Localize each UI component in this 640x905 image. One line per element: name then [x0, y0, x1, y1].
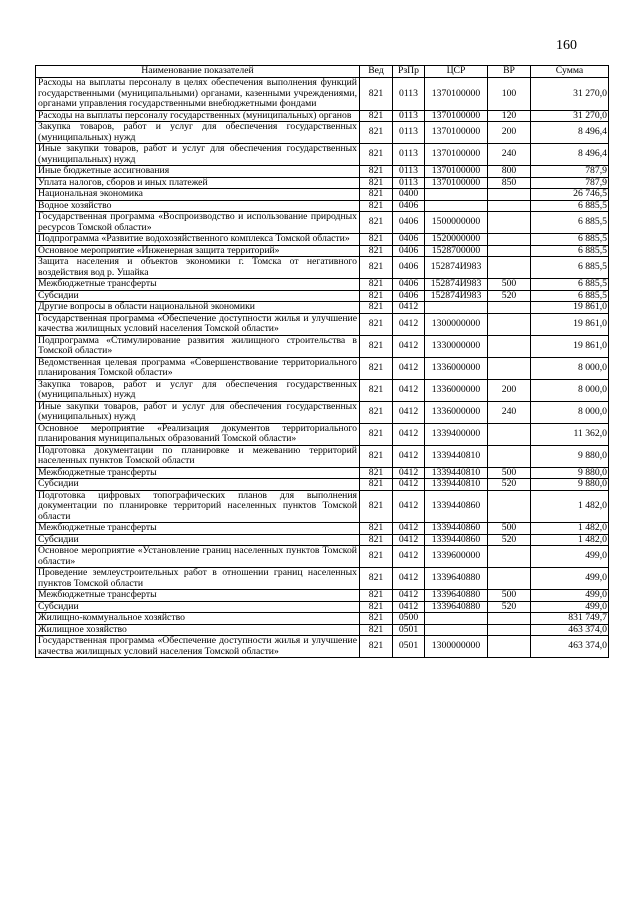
- row-vr: [488, 423, 531, 445]
- row-sum: 31 270,0: [531, 110, 609, 122]
- row-rzpr: 0412: [393, 313, 425, 335]
- row-ved: 821: [360, 166, 393, 178]
- table-row: [36, 590, 609, 602]
- row-ved: 821: [360, 257, 393, 279]
- row-ved: 821: [360, 401, 393, 423]
- page-number: 160: [556, 38, 577, 53]
- row-vr: 520: [488, 290, 531, 302]
- table-row: [36, 144, 609, 166]
- row-rzpr: 0406: [393, 200, 425, 212]
- row-ved: 821: [360, 613, 393, 625]
- row-sum: 1 482,0: [531, 523, 609, 535]
- table-row: [36, 423, 609, 445]
- row-csr: 152874И983: [425, 290, 488, 302]
- row-sum: 6 885,5: [531, 234, 609, 246]
- row-vr: [488, 245, 531, 257]
- row-vr: 200: [488, 122, 531, 144]
- header-name: Наименование показателей: [36, 66, 360, 78]
- row-sum: 463 374,0: [531, 636, 609, 658]
- header-sum: Сумма: [531, 66, 609, 78]
- row-rzpr: 0412: [393, 445, 425, 467]
- row-sum: 8 496,4: [531, 122, 609, 144]
- row-name: Иные бюджетные ассигнования: [36, 166, 360, 178]
- row-name: Закупка товаров, работ и услуг для обеспечения государственных (муниципальных) нужд: [36, 379, 360, 401]
- row-vr: 520: [488, 479, 531, 491]
- row-ved: 821: [360, 290, 393, 302]
- table-row: [36, 234, 609, 246]
- row-sum: 1 482,0: [531, 490, 609, 523]
- row-rzpr: 0412: [393, 523, 425, 535]
- row-ved: 821: [360, 110, 393, 122]
- row-vr: 120: [488, 110, 531, 122]
- row-vr: 500: [488, 590, 531, 602]
- row-sum: 787,9: [531, 177, 609, 189]
- row-rzpr: 0406: [393, 245, 425, 257]
- row-vr: 500: [488, 523, 531, 535]
- row-ved: 821: [360, 590, 393, 602]
- row-ved: 821: [360, 302, 393, 314]
- row-csr: [425, 189, 488, 201]
- row-vr: [488, 490, 531, 523]
- row-csr: 1339440810: [425, 445, 488, 467]
- row-rzpr: 0500: [393, 613, 425, 625]
- header-csr: ЦСР: [425, 66, 488, 78]
- row-csr: 1339440810: [425, 479, 488, 491]
- table-row: [36, 78, 609, 111]
- table-row: [36, 601, 609, 613]
- row-name: Уплата налогов, сборов и иных платежей: [36, 177, 360, 189]
- row-csr: 1370100000: [425, 122, 488, 144]
- row-ved: 821: [360, 78, 393, 111]
- row-sum: 9 880,0: [531, 479, 609, 491]
- row-csr: 1370100000: [425, 177, 488, 189]
- row-vr: 240: [488, 144, 531, 166]
- table-row: [36, 445, 609, 467]
- row-ved: 821: [360, 189, 393, 201]
- table-row: [36, 122, 609, 144]
- table-row: [36, 257, 609, 279]
- header-ved: Вед: [360, 66, 393, 78]
- table-row: [36, 568, 609, 590]
- row-name: Закупка товаров, работ и услуг для обеспечения государственных (муниципальных) нужд: [36, 122, 360, 144]
- header-vr: ВР: [488, 66, 531, 78]
- row-rzpr: 0412: [393, 423, 425, 445]
- row-csr: 1336000000: [425, 401, 488, 423]
- row-rzpr: 0501: [393, 624, 425, 636]
- row-name: Субсидии: [36, 479, 360, 491]
- row-csr: 1370100000: [425, 166, 488, 178]
- row-rzpr: 0400: [393, 189, 425, 201]
- row-name: Основное мероприятие «Инженерная защита территорий»: [36, 245, 360, 257]
- row-sum: 6 885,5: [531, 257, 609, 279]
- row-name: Межбюджетные трансферты: [36, 590, 360, 602]
- row-name: Межбюджетные трансферты: [36, 523, 360, 535]
- row-sum: 26 746,5: [531, 189, 609, 201]
- row-name: Расходы на выплаты персоналу в целях обеспечения выполнения функций государственными (муниципальными) органами, казенными учреждениями, органами управления государственными внебюджетными фондами: [36, 78, 360, 111]
- row-rzpr: 0412: [393, 479, 425, 491]
- row-ved: 821: [360, 245, 393, 257]
- row-sum: 499,0: [531, 590, 609, 602]
- row-rzpr: 0412: [393, 379, 425, 401]
- header-rzpr: РзПр: [393, 66, 425, 78]
- row-sum: 6 885,5: [531, 212, 609, 234]
- row-name: Основное мероприятие «Установление границ населенных пунктов Томской области»: [36, 546, 360, 568]
- table-row: [36, 166, 609, 178]
- row-sum: 8 000,0: [531, 379, 609, 401]
- row-csr: 1339440860: [425, 490, 488, 523]
- row-ved: 821: [360, 144, 393, 166]
- row-sum: 8 000,0: [531, 357, 609, 379]
- row-sum: 6 885,5: [531, 245, 609, 257]
- row-vr: [488, 200, 531, 212]
- row-name: Межбюджетные трансферты: [36, 279, 360, 291]
- row-ved: 821: [360, 313, 393, 335]
- row-rzpr: 0113: [393, 110, 425, 122]
- table-row: [36, 523, 609, 535]
- row-name: Ведомственная целевая программа «Совершенствование территориального планирования Томской области»: [36, 357, 360, 379]
- table-row: [36, 479, 609, 491]
- row-rzpr: 0412: [393, 357, 425, 379]
- row-rzpr: 0113: [393, 166, 425, 178]
- row-csr: 152874И983: [425, 257, 488, 279]
- row-ved: 821: [360, 335, 393, 357]
- table-row: [36, 467, 609, 479]
- row-sum: 6 885,5: [531, 290, 609, 302]
- row-vr: [488, 624, 531, 636]
- row-rzpr: 0113: [393, 177, 425, 189]
- row-sum: 499,0: [531, 546, 609, 568]
- row-vr: 500: [488, 279, 531, 291]
- table-row: [36, 313, 609, 335]
- table-row: [36, 212, 609, 234]
- row-sum: 499,0: [531, 601, 609, 613]
- row-ved: 821: [360, 122, 393, 144]
- row-sum: 9 880,0: [531, 445, 609, 467]
- table-row: [36, 613, 609, 625]
- row-csr: 1520000000: [425, 234, 488, 246]
- row-csr: 1370100000: [425, 110, 488, 122]
- row-name: Субсидии: [36, 290, 360, 302]
- row-ved: 821: [360, 479, 393, 491]
- table-row: [36, 279, 609, 291]
- row-csr: 1339440810: [425, 467, 488, 479]
- row-vr: [488, 568, 531, 590]
- row-vr: [488, 357, 531, 379]
- budget-table: [35, 65, 609, 658]
- row-csr: 1339600000: [425, 546, 488, 568]
- row-rzpr: 0412: [393, 568, 425, 590]
- row-vr: [488, 636, 531, 658]
- row-ved: 821: [360, 212, 393, 234]
- row-sum: 831 749,7: [531, 613, 609, 625]
- row-rzpr: 0406: [393, 257, 425, 279]
- row-ved: 821: [360, 490, 393, 523]
- row-csr: 152874И983: [425, 279, 488, 291]
- row-csr: 1300000000: [425, 636, 488, 658]
- table-row: [36, 636, 609, 658]
- row-vr: 800: [488, 166, 531, 178]
- table-row: [36, 290, 609, 302]
- row-name: Субсидии: [36, 534, 360, 546]
- row-vr: [488, 234, 531, 246]
- row-vr: [488, 313, 531, 335]
- row-sum: 11 362,0: [531, 423, 609, 445]
- row-vr: [488, 335, 531, 357]
- row-sum: 31 270,0: [531, 78, 609, 111]
- row-ved: 821: [360, 601, 393, 613]
- row-csr: [425, 613, 488, 625]
- row-vr: [488, 445, 531, 467]
- row-csr: 1336000000: [425, 379, 488, 401]
- table-row: [36, 401, 609, 423]
- table-row: [36, 624, 609, 636]
- row-rzpr: 0406: [393, 279, 425, 291]
- row-csr: 1336000000: [425, 357, 488, 379]
- row-name: Подпрограмма «Развитие водохозяйственного комплекса Томской области»: [36, 234, 360, 246]
- row-ved: 821: [360, 534, 393, 546]
- row-ved: 821: [360, 546, 393, 568]
- row-sum: 19 861,0: [531, 335, 609, 357]
- row-ved: 821: [360, 523, 393, 535]
- row-csr: 1370100000: [425, 144, 488, 166]
- row-vr: [488, 302, 531, 314]
- row-ved: 821: [360, 568, 393, 590]
- row-sum: 1 482,0: [531, 534, 609, 546]
- row-vr: [488, 546, 531, 568]
- row-ved: 821: [360, 177, 393, 189]
- row-csr: 1339640880: [425, 601, 488, 613]
- row-csr: 1339640880: [425, 568, 488, 590]
- row-vr: 520: [488, 534, 531, 546]
- table-row: [36, 534, 609, 546]
- row-vr: 520: [488, 601, 531, 613]
- row-ved: 821: [360, 379, 393, 401]
- table-row: [36, 379, 609, 401]
- row-sum: 463 374,0: [531, 624, 609, 636]
- row-name: Основное мероприятие «Реализация документов территориального планирования муниципальных образований Томской области»: [36, 423, 360, 445]
- row-csr: 1330000000: [425, 335, 488, 357]
- row-rzpr: 0113: [393, 122, 425, 144]
- row-rzpr: 0412: [393, 467, 425, 479]
- table-row: [36, 189, 609, 201]
- row-name: Государственная программа «Обеспечение доступности жилья и улучшение качества жилищных условий населения Томской области»: [36, 636, 360, 658]
- row-ved: 821: [360, 279, 393, 291]
- row-rzpr: 0412: [393, 546, 425, 568]
- row-ved: 821: [360, 445, 393, 467]
- row-ved: 821: [360, 636, 393, 658]
- row-name: Водное хозяйство: [36, 200, 360, 212]
- row-sum: 19 861,0: [531, 313, 609, 335]
- row-name: Проведение землеустроительных работ в отношении границ населенных пунктов Томской области: [36, 568, 360, 590]
- row-rzpr: 0412: [393, 601, 425, 613]
- row-csr: [425, 302, 488, 314]
- row-sum: 499,0: [531, 568, 609, 590]
- row-rzpr: 0406: [393, 212, 425, 234]
- row-rzpr: 0412: [393, 590, 425, 602]
- row-vr: 850: [488, 177, 531, 189]
- row-rzpr: 0501: [393, 636, 425, 658]
- row-vr: [488, 613, 531, 625]
- row-vr: [488, 257, 531, 279]
- row-name: Другие вопросы в области национальной экономики: [36, 302, 360, 314]
- row-name: Субсидии: [36, 601, 360, 613]
- row-csr: 1339640880: [425, 590, 488, 602]
- row-name: Подготовка цифровых топографических планов для выполнения документации по планировке территорий населенных пунктов Томской области: [36, 490, 360, 523]
- row-name: Жилищно-коммунальное хозяйство: [36, 613, 360, 625]
- table-row: [36, 335, 609, 357]
- row-csr: 1500000000: [425, 212, 488, 234]
- row-sum: 787,9: [531, 166, 609, 178]
- row-ved: 821: [360, 200, 393, 212]
- row-vr: 100: [488, 78, 531, 111]
- row-vr: 240: [488, 401, 531, 423]
- row-name: Государственная программа «Воспроизводство и использование природных ресурсов Томской области»: [36, 212, 360, 234]
- row-rzpr: 0412: [393, 490, 425, 523]
- row-vr: 500: [488, 467, 531, 479]
- table-row: [36, 357, 609, 379]
- row-rzpr: 0406: [393, 290, 425, 302]
- row-ved: 821: [360, 357, 393, 379]
- table-row: [36, 546, 609, 568]
- row-name: Расходы на выплаты персоналу государственных (муниципальных) органов: [36, 110, 360, 122]
- row-rzpr: 0412: [393, 401, 425, 423]
- row-csr: 1528700000: [425, 245, 488, 257]
- row-rzpr: 0113: [393, 144, 425, 166]
- row-csr: 1339400000: [425, 423, 488, 445]
- row-vr: [488, 212, 531, 234]
- row-sum: 6 885,5: [531, 279, 609, 291]
- row-name: Жилищное хозяйство: [36, 624, 360, 636]
- row-sum: 9 880,0: [531, 467, 609, 479]
- row-csr: 1339440860: [425, 523, 488, 535]
- row-rzpr: 0113: [393, 78, 425, 111]
- row-csr: [425, 200, 488, 212]
- row-name: Иные закупки товаров, работ и услуг для обеспечения государственных (муниципальных) нужд: [36, 144, 360, 166]
- row-name: Защита населения и объектов экономики г. Томска от негативного воздействия вод р. Ушайка: [36, 257, 360, 279]
- table-row: [36, 110, 609, 122]
- row-rzpr: 0406: [393, 234, 425, 246]
- row-sum: 19 861,0: [531, 302, 609, 314]
- row-vr: [488, 189, 531, 201]
- row-sum: 8 000,0: [531, 401, 609, 423]
- row-ved: 821: [360, 624, 393, 636]
- row-csr: 1300000000: [425, 313, 488, 335]
- row-sum: 8 496,4: [531, 144, 609, 166]
- row-rzpr: 0412: [393, 302, 425, 314]
- header-row: [36, 66, 609, 78]
- row-rzpr: 0412: [393, 534, 425, 546]
- table-row: [36, 200, 609, 212]
- row-name: Национальная экономика: [36, 189, 360, 201]
- row-vr: 200: [488, 379, 531, 401]
- row-sum: 6 885,5: [531, 200, 609, 212]
- table-row: [36, 245, 609, 257]
- row-name: Подготовка документации по планировке и межеванию территорий населенных пунктов Томской области: [36, 445, 360, 467]
- row-name: Межбюджетные трансферты: [36, 467, 360, 479]
- row-ved: 821: [360, 423, 393, 445]
- row-name: Подпрограмма «Стимулирование развития жилищного строительства в Томской области»: [36, 335, 360, 357]
- row-csr: 1370100000: [425, 78, 488, 111]
- table-row: [36, 177, 609, 189]
- row-ved: 821: [360, 234, 393, 246]
- row-csr: [425, 624, 488, 636]
- table-row: [36, 490, 609, 523]
- row-ved: 821: [360, 467, 393, 479]
- row-csr: 1339440860: [425, 534, 488, 546]
- row-name: Государственная программа «Обеспечение доступности жилья и улучшение качества жилищных условий населения Томской области»: [36, 313, 360, 335]
- table-row: [36, 302, 609, 314]
- row-rzpr: 0412: [393, 335, 425, 357]
- row-name: Иные закупки товаров, работ и услуг для обеспечения государственных (муниципальных) нужд: [36, 401, 360, 423]
